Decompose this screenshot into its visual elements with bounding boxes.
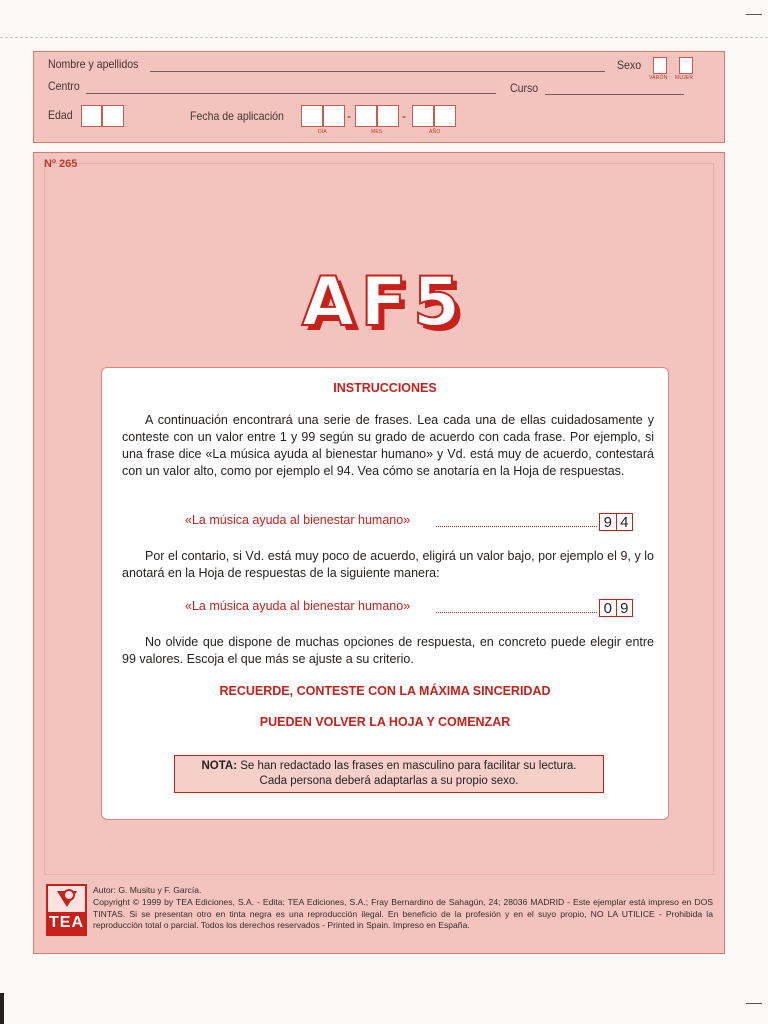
scan-edge-mark (746, 14, 762, 15)
sex-label: Sexo (617, 58, 642, 72)
answer-digit: 9 (620, 600, 629, 617)
instructions-panel (101, 367, 669, 820)
note-label: NOTA: (201, 760, 238, 772)
start-reminder: PUEDEN VOLVER LA HOJA Y COMENZAR (259, 715, 511, 729)
perforation-line (0, 37, 768, 38)
scan-edge-mark (746, 1003, 762, 1004)
date-year-caption: AÑO (429, 129, 441, 135)
logo-circle (63, 889, 75, 901)
gender-note-line-1 (175, 759, 603, 774)
sex-female-caption: MUJER (675, 75, 694, 81)
center-label: Centro (48, 79, 80, 93)
name-field[interactable] (150, 71, 605, 72)
date-separator: - (347, 109, 351, 123)
note-text-1: Se han redactado las frases en masculino para facilitar su lectura. (240, 760, 577, 772)
form-number: Nº 265 (44, 158, 78, 170)
answer-digit: 9 (600, 514, 617, 530)
age-digit-box[interactable] (102, 105, 124, 127)
name-label: Nombre y apellidos (48, 57, 139, 71)
example-phrase-high: «La música ayuda al bienestar humano» (185, 513, 411, 527)
example-phrase-low: «La música ayuda al bienestar humano» (185, 599, 411, 613)
answer-digit: 4 (620, 514, 629, 531)
example-answer-high (599, 513, 633, 531)
sex-male-checkbox[interactable] (653, 57, 667, 74)
answer-digit: 0 (600, 600, 617, 616)
date-day-box[interactable] (323, 105, 345, 127)
tea-publisher-logo (46, 884, 87, 936)
example-answer-low (599, 599, 633, 617)
instructions-paragraph-1: A continuación encontrará una serie de frases. Lea cada una de ellas cuidadosamente y conteste con un valor entre 1 y 99 según su grado de acuerdo con cada frase. Por ejemplo, si una frase dice «La música ayuda al bienestar humano» y Vd. está muy de acuerdo, contestará con un valor alto, como por ejemplo el 94. Vea cómo se anotaría en la Hoja de respuestas. (122, 413, 654, 478)
date-separator: - (402, 109, 406, 123)
test-title: AF5 (301, 263, 467, 342)
example-leader-dots (436, 612, 597, 613)
date-month-box[interactable] (377, 105, 399, 127)
scan-edge-mark (0, 993, 4, 1024)
center-field[interactable] (86, 93, 496, 94)
sex-male-caption: VARÓN (649, 75, 668, 81)
example-leader-dots (436, 526, 597, 527)
sex-female-checkbox[interactable] (679, 57, 693, 74)
course-field[interactable] (545, 94, 684, 95)
date-year-box[interactable] (412, 105, 434, 127)
logo-wordmark: TEA (48, 912, 85, 934)
date-day-caption: DÍA (318, 129, 327, 135)
age-digit-box[interactable] (81, 105, 102, 127)
authors-credit: Autor: G. Musitu y F. García. (93, 885, 202, 895)
instructions-paragraph-2: Por el contario, si Vd. está muy poco de acuerdo, eligirá un valor bajo, por ejemplo el 9, y lo anotará en la Hoja de respuestas de la siguiente manera: (122, 549, 654, 580)
application-date-label: Fecha de aplicación (190, 109, 284, 123)
copyright-notice: Copyright © 1999 by TEA Ediciones, S.A. - Edita: TEA Ediciones, S.A.; Fray Bernardino de Sahagún, 24; 28036 MADRID - Este ejemplar está impreso en DOS TINTAS. Si se presentan otro en tinta negra es una reproducción ilegal. En beneficio de la profesión y en el suyo propio, NO LA UTILICE - Prohibida la reproducción total o parcial. Todos los derechos reservados - Printed in Spain. Impreso en España. (93, 897, 713, 930)
note-text-2: Cada persona deberá adaptarlas a su propio sexo. (259, 775, 519, 787)
date-month-caption: MES (371, 129, 383, 135)
date-day-box[interactable] (301, 105, 323, 127)
sincerity-reminder: RECUERDE, CONTESTE CON LA MÁXIMA SINCERIDAD (219, 684, 551, 698)
course-label: Curso (510, 81, 539, 95)
respondent-info-box (33, 51, 725, 143)
instructions-heading: INSTRUCCIONES (333, 381, 437, 395)
gender-note (174, 755, 604, 793)
date-month-box[interactable] (355, 105, 377, 127)
date-year-box[interactable] (434, 105, 456, 127)
age-label: Edad (48, 108, 73, 122)
instructions-paragraph-3: No olvide que dispone de muchas opciones de respuesta, en concreto puede elegir entre 99 valores. Escoja el que más se ajuste a su criterio. (122, 635, 654, 666)
